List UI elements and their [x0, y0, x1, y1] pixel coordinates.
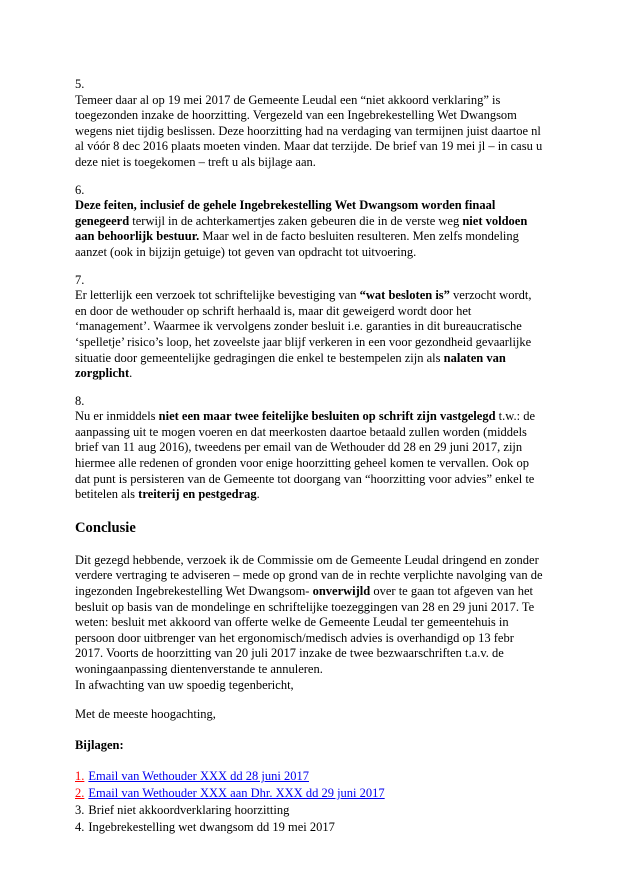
- paragraph-7: [75, 273, 545, 382]
- await-reply-line: In afwachting van uw spoedig tegenbericht,: [75, 677, 294, 692]
- paragraph-6-number: 6.: [75, 182, 85, 197]
- closing-salutation: Met de meeste hoogachting,: [75, 707, 216, 722]
- attachment-item-1: [75, 768, 545, 785]
- attachment-1-link[interactable]: Email van Wethouder XXX dd 28 juni 2017: [88, 769, 309, 784]
- attachment-3-label: Brief niet akkoordverklaring hoorzitting: [88, 803, 290, 818]
- attachment-2-number: 2.: [75, 786, 85, 801]
- attachment-2-link[interactable]: Email van Wethouder XXX aan Dhr. XXX dd 29 juni 2017: [88, 786, 385, 801]
- attachment-item-2: [75, 785, 545, 802]
- paragraph-5: [75, 77, 545, 171]
- paragraph-6-text: Deze feiten, inclusief de gehele Ingebrekestelling Wet Dwangsom worden finaal genegeerd terwijl in de achterkamertjes zaken gebeuren die in de verste weg niet voldoen aan behoorlijk bestuur. Maar wel in de facto besluiten resulteren. Men zelfs mondeling aanzet (ook in bijzijn getuige) tot geven van opdracht tot uitvoering.: [75, 198, 528, 259]
- paragraph-5-text: Temeer daar al op 19 mei 2017 de Gemeente Leudal een “niet akkoord verklaring” is toegezonden inzake de hoorzitting. Vergezeld van een Ingebrekestelling Wet Dwangsom wegens niet tijdig beslissen. Deze hoorzitting had na verdaging van termijnen juist daartoe nl al vóór 8 dec 2016 plaats moeten vinden. Maar dat terzijde. De brief van 19 mei jl – in casu u deze niet is toegekomen – treft u als bijlage aan.: [75, 92, 543, 169]
- paragraph-8-text: Nu er inmiddels niet een maar twee feitelijke besluiten op schrift zijn vastgelegd t.w.: de aanpassing uit te mogen voeren en dat meerkosten daartoe betaald zullen worden (middels brief van 11 aug 2016), tweedens per email van de Wethouder dd 28 en 29 juni 2017, zijn hiermee alle redenen of gronden voor enige hoorzitting geheel komen te vervallen. Ook op dat punt is persisteren van de Gemeente tot doorgang van “hoorzitting voor advies” enkel te betitelen als treiterij en pestgedrag.: [75, 409, 535, 502]
- paragraph-5-number: 5.: [75, 77, 85, 91]
- paragraph-6: [75, 183, 545, 261]
- conclusion-text: Dit gezegd hebbende, verzoek ik de Commissie om de Gemeente Leudal dringend en zonder verdere vertraging te adviseren – mede op grond van de in rechte verplichte navolging van de ingezonden Ingebrekestelling Wet Dwangsom- onverwijld over te gaan tot afgeven van het besluit op basis van de mondelinge en schriftelijke toezeggingen van 28 en 29 juni 2017. Te weten: besluit met akkoord van offerte welke de Gemeente Leudal ter gemeentehuis in persoon door uitbrenger van het ergonomisch/medisch advies is overhandigd op 13 febr 2017. Voorts de hoorzitting van 20 juli 2017 inzake de twee bezwaarschriften t.a.v. de woningaanpassing dientenverstande te annuleren.: [75, 552, 543, 676]
- attachment-3-number: 3.: [75, 803, 85, 818]
- paragraph-7-number: 7.: [75, 272, 85, 287]
- paragraph-7-text: Er letterlijk een verzoek tot schriftelijke bevestiging van “wat besloten is” verzocht wordt, en door de wethouder op schrift herhaald is, maar dit geweigerd wordt door het ‘management’. Waarmee ik vervolgens zonder besluit i.e. garanties in dit bureaucratische ‘spelletje’ risico’s loop, het zoveelste jaar blijf verkeren in een voor gezondheid gevaarlijke situatie door gemeentelijke gedragingen die enkel te bestempelen zijn als nalaten van zorgplicht.: [75, 288, 532, 381]
- conclusion-heading: Conclusie: [75, 519, 136, 536]
- attachments-list: [75, 768, 545, 836]
- attachment-item-3: [75, 802, 545, 819]
- paragraph-8: [75, 394, 545, 503]
- paragraph-8-number: 8.: [75, 393, 85, 408]
- attachment-4-number: 4.: [75, 820, 85, 835]
- attachment-item-4: [75, 819, 545, 836]
- attachments-heading: Bijlagen:: [75, 737, 124, 752]
- attachment-1-number: 1.: [75, 769, 85, 784]
- attachment-4-label: Ingebrekestelling wet dwangsom dd 19 mei 2017: [88, 820, 335, 835]
